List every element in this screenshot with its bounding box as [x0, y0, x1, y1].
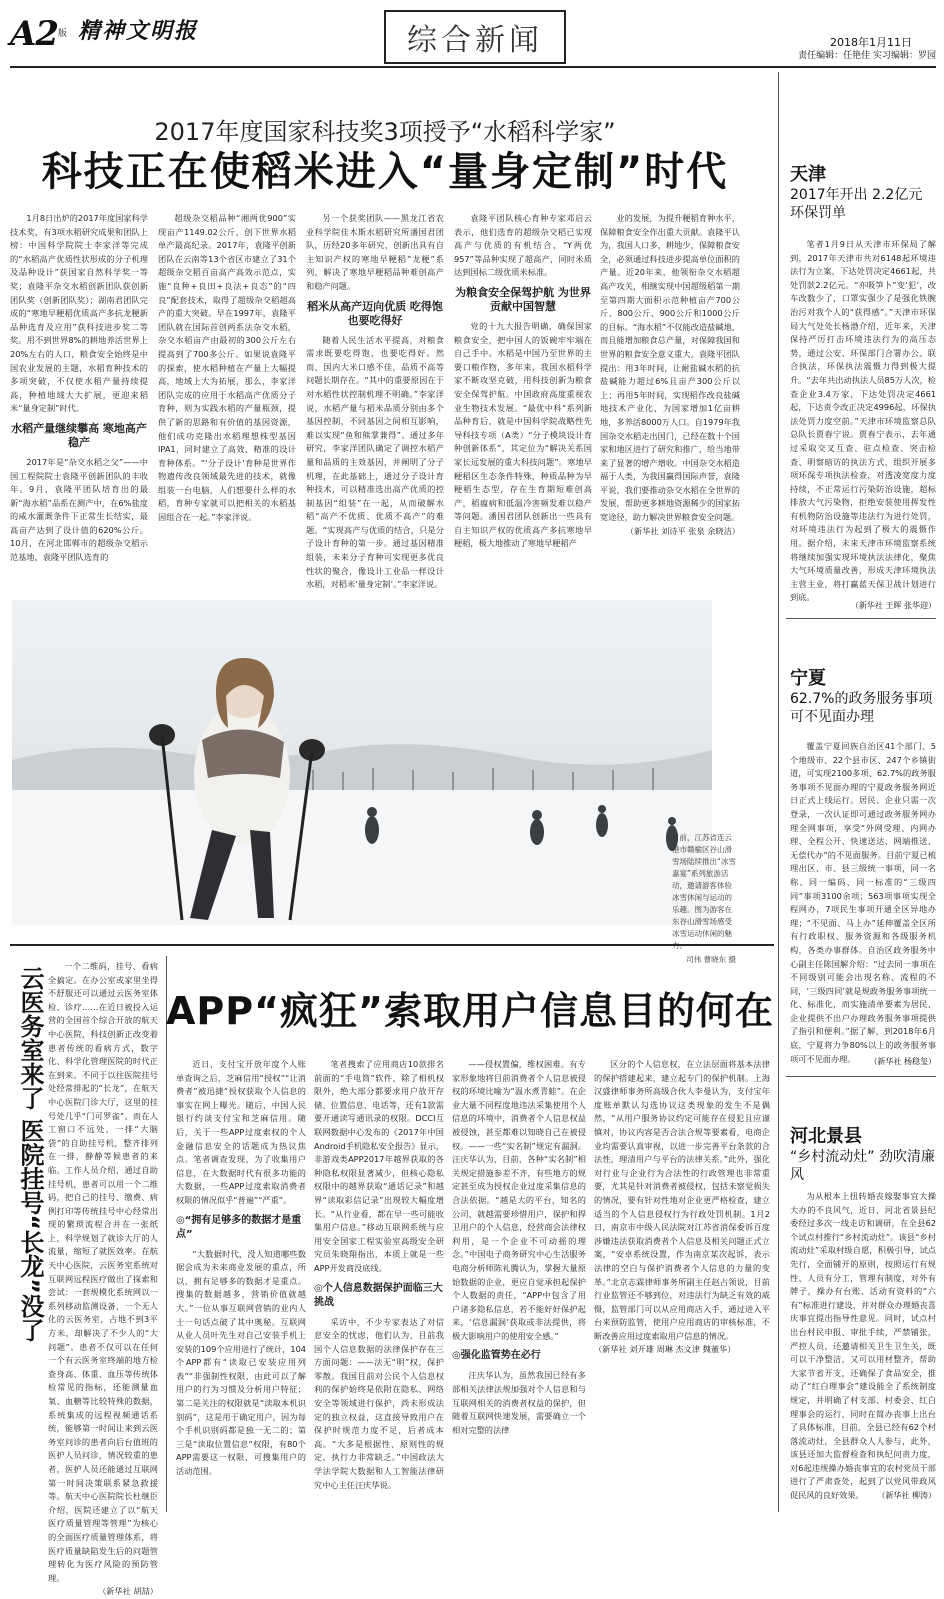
lead-column-2 — [158, 212, 296, 600]
app-subhead-2-text: 个人信息数据保护面临三大挑战 — [314, 1282, 443, 1308]
app-col2-text: 笔者搜索了应用商店10款排名前面的“手电筒”软件，除了相机权限外，绝大部分都要求用户放开存储、位置信息、电话等，还有1款需要开通读写通讯录的权限。DCCI互联网数据中心发布的《2017年中国Android手机隐私安全报告》显示，非游戏类APP2017年越界获取的各种隐私权限显著减少，但核心隐私权限中的越界获取“通话记录”和越界“读取彩信记录”出现较大幅度增长。“从行业看，都在早一些可能收集用户信息。”移动互联网系统与应用安全国家工程实验室高级安全研究员朱晓翔指出，本质上就是一些APP开发商没底线。 — [314, 1059, 444, 1273]
clinic-divider — [166, 956, 167, 1512]
app-subhead-3-text: 强化监管势在必行 — [460, 1350, 541, 1362]
app-subhead-3: ◎强化监管势在必行 — [452, 1350, 541, 1362]
lead-col3-text: 另一个获奖团队——黑龙江省农业科学院佳木斯水稻研究所潘国君团队，历经20多年研究，创新出具有自主知识产权的寒地早粳稻“龙粳”系列，解决了寒地早粳稻品种难创高产和稳产问题。 — [306, 213, 444, 291]
tianjin-text: 笔者1月9日从天津市环保局了解到，2017年天津市共对6148起环境违法行为立案，下达处罚决定4661起，共处罚款2.2亿元。“亦吸笋卜”变‘犯’，改车改数少了，口罩实强少了是强化铁腕治污对我个人的“获得感”。”天津市环保局大气处处长杨渤介绍，近年来，天津保持严厉打击环境违法行为的高压态势，通过公安、环保部门合署办公、联合执法，环保执法震慑力得到极大提升。“去年共出动执法人员85万人次，检查企业3.4万家，下达处罚决定4661起，下达责令改正决定4996起，环保执法处罚力度空前。”天津市环境监察总队总队长贾春宁说。贾春宁表示，去年通过采取交叉互查、驻点检查、突击检查、明察暗访的执法方式，组织开展多项环保专项执法检查，对透凌宽度力度持续，不正常运行污染防治设施，超标排放大气污染物，拒绝安装使用挥发性有机物防治设施等违法行为进行处罚，对环境违法行为起到了极大的震慑作用。据介绍，未来天津市环境监察系统将继续加强实现环境执法法律化，聚焦大气环境质量改善，形成天津环境执法主营主业，将打赢蓝天保卫战计划进行到底。 — [790, 239, 936, 603]
app-headline: APP“疯狂”索取用户信息目的何在 — [165, 989, 775, 1033]
ningxia-header — [790, 664, 936, 726]
section-rule — [10, 944, 774, 946]
lead-credit: （新华社 刘诗平 张泉 余晓洁） — [625, 525, 740, 536]
issue-date: 2018年1月11日 — [830, 36, 912, 49]
clinic-body — [48, 960, 158, 1597]
ningxia-region: 宁夏 — [790, 668, 826, 689]
app-column-1 — [176, 1058, 306, 1512]
lead-subhead-2: 稻米从高产迈向优质 吃得饱也要吃得好 — [307, 299, 443, 327]
lead-col1b-text: 2017年是“杂交水稻之父”——中国工程院院士袁隆平创新团队的丰收年。9月，袁隆平团队培育出的最新“海水稻”品系在测产中，在6%盐度的咸水灌溉条件下正常生长结实，最高亩产达到了设计值的620%公斤。10月，在河北邯郸市的超级杂交稻示范基地，袁隆平团队选育的 — [10, 456, 148, 563]
lead-column-3 — [306, 212, 444, 600]
lead-col3b-text: 随着人民生活水平提高，对粮食需求既要吃得饱，也要吃得好。然而，国内大米口感不佳，品质不高等问题长期存在。“其中的重要原因在于对水稻性状控制机理不明确。”李家洋说，水稻产量与稻米品质分别由多个基因控制，不同基因之间相互影响，难以实现“鱼和熊掌兼得”。通过多年研究，李家洋团队确定了调控水稻产量和品质的主效基因，并阐明了分子机理，在此基础上，通过分子设计育种技术，可以精准选出高产优质的控制基因“组装”在一起，从而破解水稻“高产不优质、优质不高产”的难题。“实现高产与优质的结合，只是分子设计育种的第一步。通过基因精准组装，未来分子育种可实现更多优良性状的聚合，像设计工业品一样设计水稻，对稻米‘量身定制’。”李家洋说。 — [306, 334, 444, 590]
app-subhead-1: ◎“拥有足够多的数据才是重点” — [176, 1214, 302, 1240]
ningxia-text: 覆盖宁夏回族自治区41个部门、5个地级市、22个县市区、247个乡镇街道，可实现2100多项、62.7%的政务服务事项不见面办理的宁夏政务服务网近日正式上线运行。居民、企业只需一次登录，一次认证即可通过政务服务网办理全网事项，享受“外网受理、内网办理、全程公开、快速送达、网端推送、无偿代办”的不见面服务。目前宁夏已梳理出区、市、县三级统一事项，同一名称、同一编码、同一标准的“三级四同”事项3100余项；563项事项实现全程网办，7项民生事项开通全区异地办理；“不见面、马上办”延伸覆盖全区所有行政职权、服务资源和各级服务机构，各类办事群体。自治区政务服务中心副主任陈国解介绍：“过去同一事项在不同级别可能会出现名称、流程的不同，‘三级四同’就是规政务服务事项统一化、标准化，而实施清单要素为居民、企业提供不出户办理政务服务事项提供了指引和便利。”据了解，到2018年6月底，宁夏将力争80%以上的政务服务事项可不见面办理。 — [790, 741, 936, 1064]
clinic-vertical-headline: 云医务室来了 医院挂号“长龙”没了 — [16, 966, 44, 1342]
clinic-credit: （新华社 胡喆） — [98, 1586, 158, 1597]
lead-column-4 — [454, 212, 592, 600]
app-col1b-text: “大数据时代，没人知道哪些数据会成为未来商业发展的重点，所以，拥有足够多的数据才是重点。搜集的数据越多，营销价值就越大。”一位从事互联网营销的业内人士一句话点破了其中奥秘。互联网从业人员叶先生对自己安装手机上安装的109个应用进行了统计，104个APP都有“读取已安装应用列表”“非强制性权限，由此可以了解用户的行为习惯及分析用户特征；第二是关注的权限就是“读取本机识别码”，这是用于确定用户，因为每个手机识别码都是独一无二的；第三是“读取位置信息”权限，有80个APP需要这一权限，可搜集用户的活动范围。 — [176, 1248, 306, 1477]
page-number: A2 — [10, 14, 59, 54]
app-column-3 — [452, 1058, 586, 1512]
lead-column-1 — [10, 212, 148, 600]
sidebar-divider — [778, 72, 779, 1512]
app-column-4 — [594, 1058, 770, 1512]
lead-col2-text: 超级杂交稻品种“湘两优900”实现亩产1149.02公斤，创下世界水稻单产最高纪录。2017年，袁隆平创新团队在云南等13个省区市建立了31个超级杂交稻百亩高产高效示范点，实施“良种+良田+良法+良态”的“四良”配套技术，取得了超级杂交稻超高产的重大突破。早在1997年，袁隆平团队就在国际首创两系法杂交水稻，杂交水稻亩产由最初的300公斤左右提高到了700多公斤。如果说袁隆平的探索，使水稻种植在产量上大幅提高，地域上大为拓展，那么，李家洋团队完成的应用于水稻高产优质分子育种，则为实践水稻的产量瓶颈，提供了新的思路和有价值的基因资源，他们成功克隆出水稻理想株型基因IPA1，同时建立了高效、精准的设计育种体系。“‘分子设计’育种是世界作物遗传改良领域最先进的技术，就像组装一台电脑，人们想要什么样的水稻，育种专家就可以把相关的水稻基因组合在一起。”李家洋说。 — [158, 213, 296, 523]
skiing-photo-illustration — [12, 600, 712, 925]
hebei-header — [790, 1122, 936, 1184]
lead-subhead-3: 为粮食安全保驾护航 为世界贡献中国智慧 — [455, 285, 591, 313]
hebei-region: 河北景县 — [790, 1126, 862, 1147]
hebei-text: 为从根本上扭转婚丧嫁娶事宜大操大办的不良风气，近日，河北省景县纪委经过多次一线走访和调研，在全县62个试点村推行“乡村流动灶”。该县“乡村流动灶”采取村级自愿，积极引导，试点先行，全面铺开的原则，按照运行有规性、人员有分工，管理有制度，对外有牌子，操办有台账、活动有资料的“六有”标准进行建设，并对群众办理婚丧喜庆事宜提出指导性意见。同时，试点村出台村民申报、审批手续，严禁铺张，严控人员，还邀请相关卫生卫生关，既可以干净整洁，又可以用材整齐，帮助大家节省开支，还确保了食品安全，推动了“红白理事会”建设能全了系统制度规定，并明确了村支部、村委会、红白理事会的运行，同时在简办丧事上出台了具体标准，目前，全县已经有62个村落流动灶，全县群众人人参与，此外，该县还加大监督检查和执纪问责力度，对6起违规操办婚丧事宜的农村党员干部进行了严肃查处，起到了以党风带政风促民风的良好效果。 — [790, 1191, 936, 1501]
skiing-photo — [12, 600, 712, 925]
app-col3b-text: 汪庆华认为，虽然我国已经有多部相关法律法规加强对个人信息和与互联网相关的消费者权益的保护，但随着互联网快速发展，需要确立一个相对完整的法律 — [452, 1370, 586, 1435]
app-column-2 — [314, 1058, 444, 1512]
ningxia-credit: （新华社 杨稳玺） — [869, 1057, 936, 1066]
tianjin-body — [790, 238, 936, 603]
editor-credit: 责任编辑：任艳佳 实习编辑：罗园 — [798, 51, 936, 61]
clinic-text: 一个二维码，挂号、看病全搞定。在办公室或家里坐得不舒服还可以通过云医务室体检、诊疗……在近日被投入运营的全国首个综合开放的航天中心医院，科技创新正改变着患者传统的看病方式，数字化、科学化管理医院的时代正在到来。不同于以往医院挂号处经常排起的“长龙”，在航天中心医院门诊大厅，这里的挂号处几乎“门可罗雀”。而在人工窗口不远处，一排“大脑袋”的自助挂号机，整齐排列在一排，静静等候患者的来临。工作人员介绍，通过自助挂号机，患者可以用一个二维码，把自己的挂号、缴费、病例打印等传统挂号中心经常出现的繁琐流程合并在一张纸上，科学规划了就诊大厅的人流量，缩短了就医效率。在航天中心医院，云医务室系统对互联网远程医疗做出了探索和尝试：一套规模化系统网以一系列移动监测设备，一个无人化的云医务室，占地不到3平方米，却解决了不少人的“大问题”。患者不仅可以在任何一个有云医务室终端的地方检查身高、体重、血压等传统体检常见的指标，还能测量血氧、血糖等比较特殊的数据，系统集成的远程视频通话系统，能够第一时间让来到云医务室问诊的患者向后台值班的医护人员问诊，情况较重的患者，医护人员还能通过互联网第一时间决策联系紧急救援等。航天中心医院院长杜继臣介绍，医院还建立了以“航天医疗质量管理等管理”为核心的全面医疗质量管理体系，将医疗质量缺陷发生后的问题管理转化为医疗风险的预防管理。 — [48, 961, 158, 1583]
lead-column-5 — [600, 212, 740, 600]
lead-col4a-text: 袁隆平团队核心育种专家邓启云表示，他们选育的超级杂交稻已实现高产与优质的有机结合，“Y两优957”等品种实现了超高产，同时米质达到国标二级优质米标准。 — [454, 213, 592, 278]
lead-headline: 科技正在使稻米进入“量身定制”时代 — [41, 149, 729, 195]
photo-credit: 司伟 曹晓东 摄 — [686, 955, 736, 964]
tianjin-region: 天津 — [790, 164, 826, 185]
lead-col1-text: 1月8日出炉的2017年度国家科学技术奖，有3项水稻研究成果和团队上榜：中国科学院院士李家洋等完成的“水稻高产优质性状形成的分子机理及品种设计”获国家自然科学奖一等奖；袁隆平杂交水稻创新团队获创新团队奖（创新团队奖）；湖南君团队完成的“寒地早粳稻优质高产多抗龙粳新品种选育及应用”获科技进步奖二等奖。用不到世界8%的耕地养活世界上20%左右的人口，粮食安全始终是中国农业发展的主题，水稻育种技术的多项突破，不仅使水稻产量持续提高，种植地域大大扩展，更迎来稻米“量身定制”时代。 — [10, 213, 148, 414]
photo-caption-text: 日前，江苏省连云港市赣榆区谷山滑雪场陆续推出“冰雪嘉宴”系列旅游活动，邀请游客体验冰雪休闲与运动的乐趣。图为游客在东谷山滑雪场感受冰雪运动休闲的魅 — [672, 833, 736, 938]
section-title: 综合新闻 — [384, 10, 566, 64]
app-col2b-text: 采访中，不少专家表达了对信息安全的忧虑，他们认为，目前我国个人信息数据的法律保护存在三方面问题：——法无“明”权，保护零散。我国目前对公民个人信息权利的保护始终是依附在隐私、网络安全等领域进行保护，尚未形成法定的独立权益，这直接导致用户在保护时规范力度不足，后者成本高。“大多是根据性、原则性的规定，执行力非常缺乏。”中国政法大学法学院大数据和人工智能法律研究中心主任汪庆华说。 — [314, 1316, 444, 1490]
tianjin-header — [790, 160, 936, 222]
ningxia-title: 62.7%的政务服务事项 可不见面办理 — [790, 691, 933, 725]
lead-col4b-text: 党的十九大报告明确，确保国家粮食安全，把中国人的饭碗牢牢端在自己手中。水稻是中国乃至世界的主要口粮作物，多年来，我国水稻科学家不断攻坚克破，用科技创新为粮食安全保驾护航。中国政府高度重视农业生物技术发展。“最优中科”系列新品种育后，就是中国科学院战略性先导科技专项（A类）“分子模块设计育种创新体系”，其定位为“解决关系国家长远发展的重大科技问题”。寒地早粳稻区生态条件特殊，种质品种为早粳稻生态型，存在生育期短难创高产，稻瘟病和低温冷害频发难以稳产等问题。潘国君团队创新出一些具有自主知识产权的优质高产多抗寒地早粳稻，极大地推动了寒地早粳稻产 — [454, 320, 592, 549]
app-subhead-1-text: “拥有足够多的数据才是重点” — [176, 1214, 302, 1240]
tianjin-title: 2017年开出 2.2亿元环保罚单 — [790, 187, 923, 221]
hebei-title: “乡村流动灶” 劲吹清廉风 — [790, 1149, 935, 1183]
lead-subhead-1: 水稻产量继续攀高 寒地高产稳产 — [11, 421, 147, 449]
app-credit: （新华社 刘开雄 周琳 杰文津 魏董华） — [594, 1344, 736, 1355]
app-subhead-2: ◎个人信息数据保护面临三大挑战 — [314, 1282, 443, 1308]
lead-kicker: 2017年度国家科技奖3项授予“水稻科学家” — [154, 118, 616, 146]
app-col3-text: ——侵权置偏，维权困难。有专家形象地将目前消费者个人信息被侵权的环境比喻为“温水煮青蛙”。在企业大量不同程度地违法采集使用个人信息的环境中，消费者个人信息权益被侵蚀，甚至都难以知晓自己在被侵权。——一些“实名制”规定有漏洞。汪庆华认为，目前，各种“实名制”相关规定措施参差不齐，有些地方的规定甚至成为授权企业过度采集信息的合法依据。“越是大的平台，知名的公司，就越需要珍惜用户，保护和捍卫用户的个人信息，经营商会法律权利用，是一个企业不可动摇的理念。”中国电子商务研究中心生活服务电商分析师陈礼腾认为，掌握大量原始数据的企业，更应自觉承担起保护个人数据的责任，“APP中包含了用户诸多隐私信息，若不能好好保护起来，‘信息漏洞’获取或非法提供，将极大影响用户的使用安全感。” — [452, 1059, 586, 1341]
app-col4-text: 区分的个人信息权，在立法层面将基本法律的保护搭建起来，建立起专门的保护机制。上海汉盛律师事务所高级合伙人李曼认为，支付宝年度账单默认勾选协议这类现象的发生不是偶然，“从用户服务协议约定可能存在侵犯且应谨慎对，协议内容是否合法合规等要素看，电商企业均需要认真审视，以进一步完善平台条款的合法性，理清用户与平台的法律关系。”此外，强化对行业与企业行为合法性的行政管理也非常重要，尤其是针对消费者被侵权，包括未察觉损失的情况，要有针对性地对企业更严格检查，建立适当的个人信息侵权行为行政处罚机制。1月2日，南京市中级人民法院对江苏省消保委诉百度涉嫌违法获取消费者个人信息及相关问题正式立案，“安卓系统设置，作为南京某次起诉，表示法律的空白与保护消费者个人信息的力量的变革。”北京志霖律师事务所副主任赵占领说，目前行业监管还不够到位，对违法行为缺乏有效的威慑，监管部门可以从应用商店入手，通过进入平台来预防监管，使用户应用商店的审核标准，不断改善应用过度索取用户信息的情况。 — [594, 1059, 770, 1341]
lead-col5-text: 业的发展，为提升粳稻育种水平，保障粮食安全作出重大贡献。袁隆平认为，我国人口多，耕地少，保障粮食安全，必须通过科技进步提高单位面积的产量。近20年来，他领衔杂交水稻超高产攻关，相继实现中国超级稻第一期至第四期大面积示范种植亩产700公斤、800公斤、900公斤和1000公斤的目标。“海水稻”不仅能改造盐碱地，而且能增加粮食总产量，对保障我国和世界的粮食安全意义重大。袁隆平团队提出：用3年时间，让耐盐碱水稻的抗盐碱能力超过6%且亩产300公斤以上；再用5年时间，实现稻作改良盐碱地技术产业化，为国家增加1亿亩耕地，多养活8000万人口。自1979年我国杂交水稻走出国门，已经在数十个国家和地区进行了研究和推广，给当地带来了显著的增产增收。中国杂交水稻造福于人类，为我国赢得国际声誉，袁隆平说，我们要推动杂交水稻在全世界的发展，帮助更多耕地资源稀少的国家拓宽途径，助力解决世界粮食安全问题。 — [600, 213, 740, 523]
app-col1-text: 近日，支付宝开放年度个人账单查询之后，芝麻信用“授权”“让消费者”被迅捷“授权获取个人信息的事实在网上曝光。随后，中国人民银行约谈支付宝和芝麻信用。随后，关于一些APP过度索权的个人金融信息安全的话题成为热议焦点。笔者调查发现，为了收集用户信息，在大数据时代有很多功能的大数据，一些APP过度索取消费者权限的情况似乎“普遍”“严重”。 — [176, 1059, 306, 1205]
sidebar-rule-1 — [786, 618, 936, 619]
sidebar-rule-2 — [786, 1076, 936, 1077]
page-ban-label: 版 — [58, 29, 68, 39]
tianjin-credit: （新华社 王晖 张华迎） — [850, 601, 936, 610]
masthead-rule — [10, 66, 936, 68]
hebei-credit: （新华社 柳涛） — [877, 1491, 936, 1500]
newspaper-name: 精神文明报 — [78, 18, 199, 44]
